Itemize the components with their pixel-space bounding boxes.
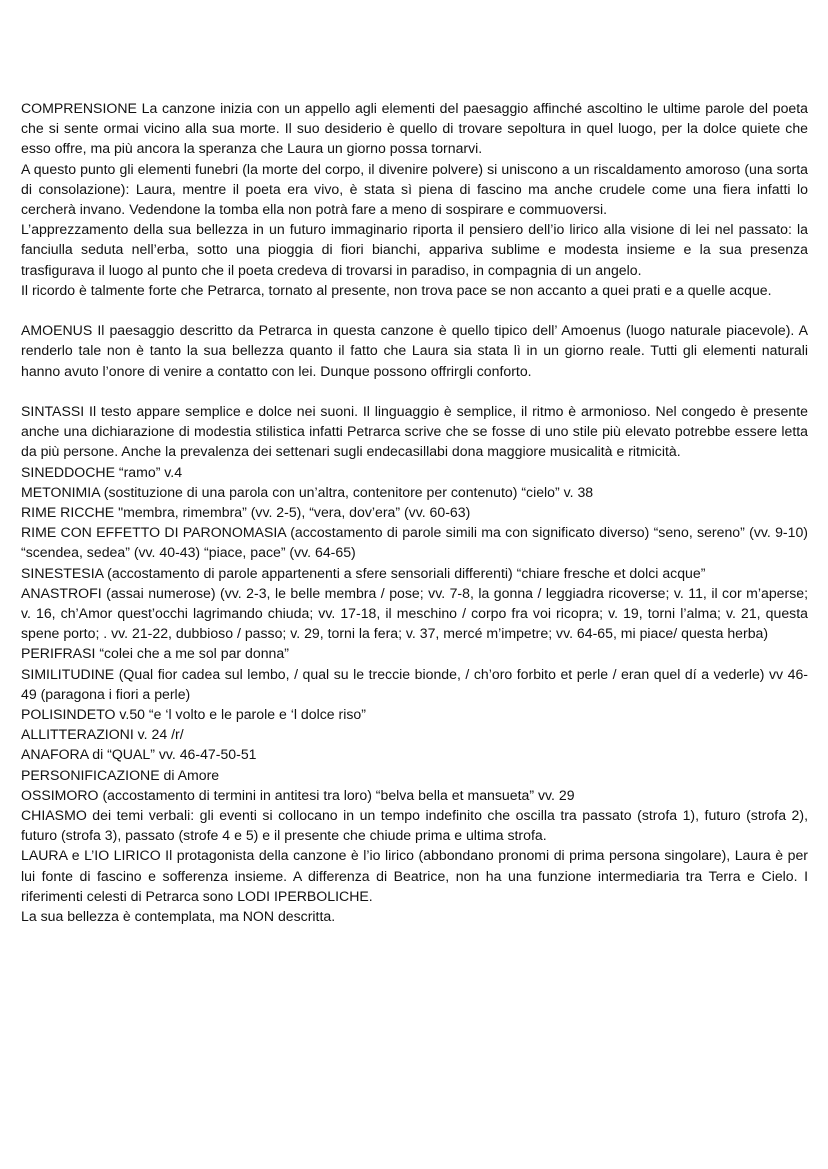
- paragraph-comprensione: COMPRENSIONE La canzone inizia con un appello agli elementi del paesaggio affinché ascoltino le ultime parole del poeta che si sente ormai vicino alla sua morte. Il suo desiderio è quello di trovare sepoltura in quel luogo, per la dolce quiete che esso offre, ma più ancora la speranza che Laura un giorno possa tornarvi.: [21, 100, 808, 157]
- figure-anastrofi: ANASTROFI (assai numerose) (vv. 2-3, le belle membra / pose; vv. 7-8, la gonna / leggiadra ricoverse; v. 11, il cor m’aperse; v. 16, ch’Amor quest’occhi lagrimando chiuda; vv. 17-18, il meschino / corpo fra voi ricopra; v. 19, torni l’alma; v. 21, questa spene porto; . vv. 21-22, dubbioso / passo; v. 29, torni la fera; v. 37, mercé m’impetre; vv. 64-65, mi piace/ questa herba): [21, 584, 808, 642]
- paragraph-ricordo: Il ricordo è talmente forte che Petrarca, tornato al presente, non trova pace se non accanto a quei prati e a quelle acque.: [21, 281, 772, 298]
- document-body: [21, 98, 808, 926]
- figure-sineddoche: SINEDDOCHE “ramo” v.4: [21, 463, 183, 480]
- figure-perifrasi: PERIFRASI “colei che a me sol par donna”: [21, 645, 289, 662]
- figure-rime-ricche: RIME RICCHE "membra, rimembra” (vv. 2-5), “vera, dov’era” (vv. 60-63): [21, 504, 471, 521]
- paragraph-bellezza: La sua bellezza è contemplata, ma NON descritta.: [21, 908, 336, 925]
- figure-metonimia: METONIMIA (sostituzione di una parola con un’altra, contenitore per contenuto) “cielo” v. 38: [21, 483, 594, 500]
- figure-paronomasia: RIME CON EFFETTO DI PARONOMASIA (accostamento di parole simili ma con significato diverso) “seno, sereno” (vv. 9-10) “scendea, sedea” (vv. 40-43) “piace, pace” (vv. 64-65): [21, 524, 808, 561]
- figure-similitudine: SIMILITUDINE (Qual fior cadea sul lembo, / qual su le treccie bionde, / ch’oro forbito et perle / eran quel dí a vederle) vv 46-49 (paragona i fiori a perle): [21, 665, 808, 702]
- paragraph-amoenus: AMOENUS Il paesaggio descritto da Petrarca in questa canzone è quello tipico dell’ Amoenus (luogo naturale piacevole). A renderlo tale non è tanto la sua bellezza quanto il fatto che Laura sia stata lì in un giorno reale. Tutti gli elementi naturali hanno avuto l’onore di venire a contatto con lei. Dunque possono offrirgli conforto.: [21, 322, 808, 379]
- figure-ossimoro: OSSIMORO (accostamento di termini in antitesi tra loro) “belva bella et mansueta” vv. 29: [21, 786, 575, 803]
- figure-allitterazioni: ALLITTERAZIONI v. 24 /r/: [21, 726, 184, 743]
- figure-sinestesia: SINESTESIA (accostamento di parole appartenenti a sfere sensoriali differenti) “chiare fresche et dolci acque”: [21, 564, 706, 581]
- figure-polisindeto: POLISINDETO v.50 “e ‘l volto e le parole e ‘l dolce riso”: [21, 706, 366, 723]
- paragraph-gap: [21, 300, 808, 320]
- paragraph-apprezzamento: L’apprezzamento della sua bellezza in un futuro immaginario riporta il pensiero dell’io lirico alla visione di lei nel passato: la fanciulla seduta nell’erba, sotto una pioggia di fiori bianchi, appariva sublime e modesta insieme e la sua presenza trasfigurava il luogo al punto che il poeta credeva di trovarsi in paradiso, in compagnia di un angelo.: [21, 221, 808, 278]
- figure-personificazione: PERSONIFICAZIONE di Amore: [21, 766, 220, 783]
- paragraph-elementi-funebri: A questo punto gli elementi funebri (la morte del corpo, il divenire polvere) si uniscono a un riscaldamento amoroso (una sorta di consolazione): Laura, mentre il poeta era vivo, è stata sì piena di fascino ma anche crudele come una fiera infatti lo cercherà invano. Vedendone la tomba ella non potrà fare a meno di sospirare e commuoversi.: [21, 160, 808, 218]
- paragraph-sintassi: SINTASSI Il testo appare semplice e dolce nei suoni. Il linguaggio è semplice, il ritmo è armonioso. Nel congedo è presente anche una dichiarazione di modestia stilistica infatti Petrarca scrive che se fosse di uno stile più elevato potrebbe essere letta da più persone. Anche la prevalenza dei settenari sugli endecasillabi dona maggiore musicalità e ritmicità.: [21, 403, 808, 460]
- figure-chiasmo: CHIASMO dei temi verbali: gli eventi si collocano in un tempo indefinito che oscilla tra passato (strofa 1), futuro (strofa 2), futuro (strofa 3), passato (strofe 4 e 5) e il presente che chiude prima e ultima strofa.: [21, 807, 808, 844]
- figure-anafora: ANAFORA di “QUAL” vv. 46-47-50-51: [21, 746, 257, 763]
- paragraph-laura-io-lirico: LAURA e L’IO LIRICO Il protagonista della canzone è l’io lirico (abbondano pronomi di prima persona singolare), Laura è per lui fonte di fascino e sofferenza insieme. A differenza di Beatrice, non ha una funzione intermediaria tra Terra e Cielo. I riferimenti celesti di Petrarca sono LODI IPERBOLICHE.: [21, 847, 808, 904]
- paragraph-gap: [21, 381, 808, 401]
